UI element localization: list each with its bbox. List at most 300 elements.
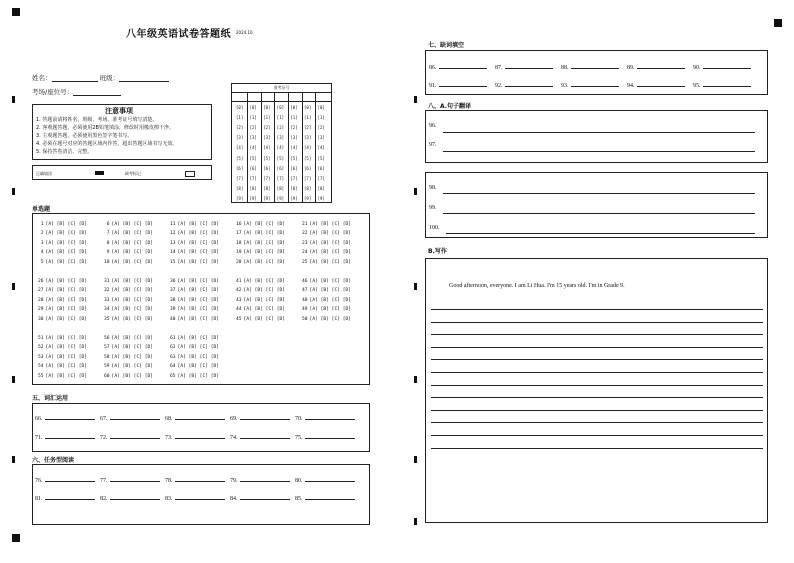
answer-line[interactable] xyxy=(175,475,225,482)
digit-bubble[interactable]: [3] xyxy=(290,135,298,141)
option-bubbles[interactable]: [A] [B] [C] [D] xyxy=(309,259,352,265)
digit-bubble[interactable]: [1] xyxy=(263,115,271,121)
option-bubbles[interactable]: [A] [B] [C] [D] xyxy=(309,297,352,303)
answer-line[interactable] xyxy=(240,413,290,420)
mc-question-row[interactable] xyxy=(104,353,153,362)
answer-line[interactable] xyxy=(110,493,160,500)
grid-divider xyxy=(261,92,262,203)
writing-line[interactable] xyxy=(431,385,763,386)
fill-blank-item[interactable] xyxy=(495,62,553,71)
digit-bubble[interactable]: [6] xyxy=(249,165,257,171)
digit-bubble[interactable]: [4] xyxy=(263,145,271,151)
fill-blank-item[interactable] xyxy=(295,493,355,502)
option-bubbles[interactable]: [A] [B] [C] [D] xyxy=(243,288,286,294)
mc-question-row[interactable] xyxy=(170,277,219,286)
digit-bubble[interactable]: [7] xyxy=(317,175,325,181)
mc-question-row[interactable] xyxy=(236,296,285,305)
digit-bubble[interactable]: [4] xyxy=(290,145,298,151)
option-bubbles[interactable]: [A] [B] [C] [D] xyxy=(309,222,352,227)
option-bubbles[interactable]: [A] [B] [C] [D] xyxy=(111,354,154,360)
option-bubbles[interactable]: [A] [B] [C] [D] xyxy=(45,364,88,370)
digit-bubble[interactable]: [0] xyxy=(304,105,312,110)
mc-question-row[interactable] xyxy=(104,248,153,257)
mc-question-row[interactable] xyxy=(38,239,87,248)
question-number: 73. xyxy=(165,435,173,441)
answer-line[interactable] xyxy=(110,475,160,482)
option-bubbles[interactable]: [A] [B] [C] [D] xyxy=(45,316,88,322)
option-bubbles[interactable]: [A] [B] [C] [D] xyxy=(177,354,220,360)
answer-line[interactable] xyxy=(240,475,290,482)
mc-question-row[interactable] xyxy=(38,220,87,229)
digit-bubble[interactable]: [4] xyxy=(304,145,312,151)
option-bubbles[interactable]: [A] [B] [C] [D] xyxy=(45,307,88,313)
option-bubbles[interactable]: [A] [B] [C] [D] xyxy=(45,259,88,265)
answer-line[interactable] xyxy=(443,193,755,194)
mc-question-row[interactable] xyxy=(104,239,153,248)
answer-line[interactable] xyxy=(443,132,755,133)
option-bubbles[interactable]: [A] [B] [C] [D] xyxy=(243,231,286,237)
digit-bubble[interactable]: [8] xyxy=(236,185,244,191)
fill-blank-item[interactable] xyxy=(165,413,225,422)
digit-bubble[interactable]: [7] xyxy=(304,175,312,181)
mc-question-row[interactable] xyxy=(104,334,153,343)
answer-line[interactable] xyxy=(45,432,95,439)
digit-bubble[interactable]: [3] xyxy=(236,135,244,141)
digit-bubble[interactable]: [0] xyxy=(236,105,244,110)
mc-question-row[interactable] xyxy=(236,220,285,229)
option-bubbles[interactable]: [A] [B] [C] [D] xyxy=(111,307,154,313)
digit-bubble[interactable]: [9] xyxy=(236,195,244,201)
digit-bubble[interactable]: [0] xyxy=(249,105,257,110)
digit-bubble[interactable]: [9] xyxy=(249,195,257,201)
option-bubbles[interactable]: [A] [B] [C] [D] xyxy=(309,231,352,237)
option-bubbles[interactable]: [A] [B] [C] [D] xyxy=(177,259,220,265)
answer-line[interactable] xyxy=(45,493,95,500)
fill-blank-item[interactable] xyxy=(230,432,290,441)
translation-item[interactable] xyxy=(429,123,437,129)
option-bubbles[interactable]: [A] [B] [C] [D] xyxy=(111,364,154,370)
mc-question-row[interactable] xyxy=(302,305,351,314)
digit-bubble[interactable]: [4] xyxy=(276,145,285,151)
writing-line[interactable] xyxy=(431,322,763,323)
option-bubbles[interactable]: [A] [B] [C] [D] xyxy=(309,307,352,313)
fill-blank-item[interactable] xyxy=(627,80,685,89)
option-bubbles[interactable]: [A] [B] [C] [D] xyxy=(177,316,220,322)
fill-blank-item[interactable] xyxy=(295,432,355,441)
question-number: 74. xyxy=(230,435,238,441)
digit-bubble[interactable]: [2] xyxy=(290,125,298,131)
digit-bubble[interactable]: [3] xyxy=(317,135,325,141)
mc-question-row[interactable] xyxy=(170,334,219,343)
digit-bubble[interactable]: [8] xyxy=(290,185,298,191)
answer-line[interactable] xyxy=(443,213,755,214)
option-bubbles[interactable]: [A] [B] [C] [D] xyxy=(111,336,154,341)
name-field[interactable] xyxy=(32,73,169,82)
mc-question-row[interactable] xyxy=(104,229,153,238)
answer-line[interactable] xyxy=(703,62,751,69)
digit-bubble[interactable]: [6] xyxy=(276,165,285,171)
answer-line[interactable] xyxy=(110,413,160,420)
option-bubbles[interactable]: [A] [B] [C] [D] xyxy=(243,259,286,265)
option-bubbles[interactable]: [A] [B] [C] [D] xyxy=(45,222,88,227)
fill-blank-item[interactable] xyxy=(100,475,160,484)
fill-blank-item[interactable] xyxy=(165,475,225,484)
option-bubbles[interactable]: [A] [B] [C] [D] xyxy=(177,288,220,294)
option-bubbles[interactable]: [A] [B] [C] [D] xyxy=(111,316,154,322)
mc-question-row[interactable] xyxy=(38,372,87,381)
answer-line[interactable] xyxy=(305,475,355,482)
mc-question-row[interactable] xyxy=(170,286,219,295)
digit-bubble[interactable]: [9] xyxy=(290,195,298,201)
writing-line[interactable] xyxy=(431,309,763,310)
mc-question-row[interactable] xyxy=(170,353,219,362)
digit-bubble[interactable]: [4] xyxy=(249,145,257,151)
mc-question-row[interactable] xyxy=(38,277,87,286)
digit-bubble[interactable]: [4] xyxy=(317,145,325,151)
fill-blank-item[interactable] xyxy=(100,493,160,502)
digit-bubble[interactable]: [8] xyxy=(276,185,285,191)
answer-line[interactable] xyxy=(110,432,160,439)
fill-blank-item[interactable] xyxy=(230,475,290,484)
option-bubbles[interactable]: [A] [B] [C] [D] xyxy=(45,354,88,360)
mc-question-row[interactable] xyxy=(38,353,87,362)
mc-question-row[interactable] xyxy=(38,343,87,352)
option-bubbles[interactable]: [A] [B] [C] [D] xyxy=(45,250,88,256)
digit-bubble[interactable]: [5] xyxy=(290,155,298,161)
digit-bubble[interactable]: [1] xyxy=(276,115,285,121)
writing-line[interactable] xyxy=(431,347,763,348)
answer-line[interactable] xyxy=(439,80,487,87)
mc-question-row[interactable] xyxy=(170,372,219,381)
option-bubbles[interactable]: [A] [B] [C] [D] xyxy=(243,316,286,322)
option-bubbles[interactable]: [A] [B] [C] [D] xyxy=(111,250,154,256)
mc-question-row[interactable] xyxy=(236,286,285,295)
writing-line[interactable] xyxy=(431,397,763,398)
grid-divider xyxy=(315,92,316,203)
mc-question-row[interactable] xyxy=(104,343,153,352)
question-number: 63 xyxy=(170,354,176,360)
mc-question-row[interactable] xyxy=(104,296,153,305)
digit-bubble[interactable]: [0] xyxy=(263,105,271,110)
option-bubbles[interactable]: [A] [B] [C] [D] xyxy=(111,345,154,351)
digit-bubble[interactable]: [5] xyxy=(304,155,312,161)
digit-bubble[interactable]: [8] xyxy=(317,185,325,191)
answer-line[interactable] xyxy=(175,493,225,500)
answer-line[interactable] xyxy=(305,413,355,420)
answer-line[interactable] xyxy=(439,62,487,69)
mc-question-row[interactable] xyxy=(302,286,351,295)
mc-question-row[interactable] xyxy=(236,305,285,314)
digit-bubble[interactable]: [3] xyxy=(304,135,312,141)
option-bubbles[interactable]: [A] [B] [C] [D] xyxy=(111,222,154,227)
mc-answer-box xyxy=(32,213,370,385)
mc-question-row[interactable] xyxy=(170,220,219,229)
digit-bubble[interactable]: [9] xyxy=(317,195,325,201)
option-bubbles[interactable]: [A] [B] [C] [D] xyxy=(45,345,88,351)
translation-item[interactable] xyxy=(429,185,437,191)
fill-blank-item[interactable] xyxy=(429,62,487,71)
fill-blank-item[interactable] xyxy=(165,493,225,502)
option-bubbles[interactable]: [A] [B] [C] [D] xyxy=(177,336,220,341)
answer-line[interactable] xyxy=(45,475,95,482)
mc-question-row[interactable] xyxy=(236,248,285,257)
option-bubbles[interactable]: [A] [B] [C] [D] xyxy=(309,316,352,322)
writing-line[interactable] xyxy=(431,372,763,373)
mc-question-row[interactable] xyxy=(170,362,219,371)
mc-question-row[interactable] xyxy=(170,296,219,305)
mc-question-row[interactable] xyxy=(38,362,87,371)
mc-question-row[interactable] xyxy=(170,315,219,324)
mc-question-row[interactable] xyxy=(236,258,285,267)
question-number: 92. xyxy=(495,83,503,89)
option-bubbles[interactable]: [A] [B] [C] [D] xyxy=(309,240,352,246)
option-bubbles[interactable]: [A] [B] [C] [D] xyxy=(243,240,286,246)
option-bubbles[interactable]: [A] [B] [C] [D] xyxy=(177,364,220,370)
writing-line[interactable] xyxy=(431,422,763,423)
fill-blank-item[interactable] xyxy=(165,432,225,441)
option-bubbles[interactable]: [A] [B] [C] [D] xyxy=(45,336,88,341)
mc-question-row[interactable] xyxy=(38,315,87,324)
translation-item[interactable] xyxy=(429,225,440,231)
digit-bubble[interactable]: [7] xyxy=(249,175,257,181)
option-bubbles[interactable]: [A] [B] [C] [D] xyxy=(177,373,220,379)
option-bubbles[interactable]: [A] [B] [C] [D] xyxy=(177,250,220,256)
digit-bubble[interactable]: [3] xyxy=(276,135,285,141)
digit-bubble[interactable]: [0] xyxy=(290,105,298,110)
mc-question-row[interactable] xyxy=(170,305,219,314)
option-bubbles[interactable]: [A] [B] [C] [D] xyxy=(177,345,220,351)
mc-question-row[interactable] xyxy=(104,286,153,295)
digit-bubble[interactable]: [8] xyxy=(249,185,257,191)
writing-line[interactable] xyxy=(431,435,763,436)
option-bubbles[interactable]: [A] [B] [C] [D] xyxy=(45,297,88,303)
answer-line[interactable] xyxy=(175,432,225,439)
fill-blank-item[interactable] xyxy=(230,493,290,502)
mc-question-row[interactable] xyxy=(302,315,351,324)
mc-question-row[interactable] xyxy=(104,258,153,267)
fill-blank-item[interactable] xyxy=(495,80,553,89)
mc-question-row[interactable] xyxy=(236,239,285,248)
fill-blank-item[interactable] xyxy=(295,413,355,422)
digit-bubble[interactable]: [0] xyxy=(317,105,325,110)
answer-line[interactable] xyxy=(637,80,685,87)
fill-blank-item[interactable] xyxy=(230,413,290,422)
option-bubbles[interactable]: [A] [B] [C] [D] xyxy=(45,231,88,237)
answer-line[interactable] xyxy=(305,432,355,439)
answer-line[interactable] xyxy=(175,413,225,420)
mc-question-row[interactable] xyxy=(38,258,87,267)
digit-bubble[interactable]: [5] xyxy=(249,155,257,161)
digit-bubble[interactable]: [1] xyxy=(304,115,312,121)
option-bubbles[interactable]: [A] [B] [C] [D] xyxy=(309,288,352,294)
answer-line[interactable] xyxy=(240,493,290,500)
answer-line[interactable] xyxy=(446,233,755,234)
option-bubbles[interactable]: [A] [B] [C] [D] xyxy=(45,279,88,284)
question-number: 21 xyxy=(302,222,308,227)
mc-question-row[interactable] xyxy=(38,229,87,238)
mc-question-row[interactable] xyxy=(302,229,351,238)
mc-question-row[interactable] xyxy=(170,343,219,352)
fill-blank-item[interactable] xyxy=(35,432,95,441)
translation-item[interactable] xyxy=(429,142,437,148)
answer-line[interactable] xyxy=(305,493,355,500)
mc-question-row[interactable] xyxy=(302,220,351,229)
option-bubbles[interactable]: [A] [B] [C] [D] xyxy=(111,240,154,246)
mc-question-row[interactable] xyxy=(38,248,87,257)
answer-line[interactable] xyxy=(703,80,751,87)
option-bubbles[interactable]: [A] [B] [C] [D] xyxy=(243,222,286,227)
option-bubbles[interactable]: [A] [B] [C] [D] xyxy=(177,240,220,246)
answer-line[interactable] xyxy=(505,62,553,69)
digit-bubble[interactable]: [9] xyxy=(304,195,312,201)
option-bubbles[interactable]: [A] [B] [C] [D] xyxy=(45,373,88,379)
mc-question-row[interactable] xyxy=(104,362,153,371)
mc-question-row[interactable] xyxy=(170,239,219,248)
mc-question-row[interactable] xyxy=(104,220,153,229)
fill-blank-item[interactable] xyxy=(100,432,160,441)
answer-line[interactable] xyxy=(505,80,553,87)
mc-question-row[interactable] xyxy=(38,296,87,305)
digit-bubble[interactable]: [2] xyxy=(263,125,271,131)
option-bubbles[interactable]: [A] [B] [C] [D] xyxy=(177,297,220,303)
option-bubbles[interactable]: [A] [B] [C] [D] xyxy=(111,231,154,237)
digit-bubble[interactable]: [9] xyxy=(276,195,285,201)
digit-bubble[interactable]: [9] xyxy=(263,195,271,201)
mc-question-row[interactable] xyxy=(236,315,285,324)
digit-bubble[interactable]: [6] xyxy=(317,165,325,171)
question-number: 39 xyxy=(170,307,176,313)
mc-question-row[interactable] xyxy=(302,277,351,286)
fill-blank-item[interactable] xyxy=(100,413,160,422)
digit-bubble[interactable]: [1] xyxy=(236,115,244,121)
exam-room-field[interactable] xyxy=(32,87,121,96)
writing-line[interactable] xyxy=(431,359,763,360)
mc-question-row[interactable] xyxy=(236,229,285,238)
mc-question-row[interactable] xyxy=(302,239,351,248)
digit-bubble[interactable]: [7] xyxy=(276,175,285,181)
mc-question-row[interactable] xyxy=(170,229,219,238)
digit-bubble[interactable]: [2] xyxy=(236,125,244,131)
digit-bubble[interactable]: [0] xyxy=(276,105,285,110)
answer-line[interactable] xyxy=(571,62,619,69)
fill-blank-item[interactable] xyxy=(561,62,619,71)
digit-bubble[interactable]: [5] xyxy=(317,155,325,161)
mc-question-row[interactable] xyxy=(104,372,153,381)
option-bubbles[interactable]: [A] [B] [C] [D] xyxy=(243,307,286,313)
question-number: 53 xyxy=(38,354,44,360)
option-bubbles[interactable]: [A] [B] [C] [D] xyxy=(111,279,154,284)
fill-blank-item[interactable] xyxy=(561,80,619,89)
digit-bubble[interactable]: [4] xyxy=(236,145,244,151)
fill-blank-item[interactable] xyxy=(429,80,487,89)
question-number: 16 xyxy=(236,222,242,227)
digit-bubble[interactable]: [5] xyxy=(236,155,244,161)
digit-bubble[interactable]: [7] xyxy=(290,175,298,181)
answer-line[interactable] xyxy=(637,62,685,69)
option-bubbles[interactable]: [A] [B] [C] [D] xyxy=(177,231,220,237)
writing-line[interactable] xyxy=(431,448,763,449)
mc-question-row[interactable] xyxy=(302,258,351,267)
fill-blank-item[interactable] xyxy=(693,62,751,71)
option-bubbles[interactable]: [A] [B] [C] [D] xyxy=(177,222,220,227)
mc-question-row[interactable] xyxy=(104,315,153,324)
mc-question-row[interactable] xyxy=(38,334,87,343)
mc-question-row[interactable] xyxy=(38,305,87,314)
digit-bubble[interactable]: [6] xyxy=(290,165,298,171)
option-bubbles[interactable]: [A] [B] [C] [D] xyxy=(177,307,220,313)
fill-blank-item[interactable] xyxy=(35,493,95,502)
digit-bubble[interactable]: [2] xyxy=(276,125,285,131)
option-bubbles[interactable]: [A] [B] [C] [D] xyxy=(111,259,154,265)
absent-checkbox[interactable] xyxy=(185,171,195,177)
option-bubbles[interactable]: [A] [B] [C] [D] xyxy=(243,250,286,256)
digit-bubble[interactable]: [3] xyxy=(263,135,271,141)
mc-question-row[interactable] xyxy=(104,277,153,286)
answer-line[interactable] xyxy=(443,151,755,152)
option-bubbles[interactable]: [A] [B] [C] [D] xyxy=(45,240,88,246)
writing-line[interactable] xyxy=(431,334,763,335)
fill-blank-item[interactable] xyxy=(295,475,355,484)
mc-question-row[interactable] xyxy=(302,248,351,257)
digit-bubble[interactable]: [6] xyxy=(236,165,244,171)
translation-item[interactable] xyxy=(429,205,437,211)
option-bubbles[interactable]: [A] [B] [C] [D] xyxy=(111,288,154,294)
writing-line[interactable] xyxy=(431,410,763,411)
answer-line[interactable] xyxy=(240,432,290,439)
digit-bubble[interactable]: [7] xyxy=(236,175,244,181)
mc-question-row[interactable] xyxy=(104,305,153,314)
digit-bubble[interactable]: [7] xyxy=(263,175,271,181)
digit-bubble[interactable]: [2] xyxy=(317,125,325,131)
timing-mark xyxy=(12,376,15,383)
fill-blank-item[interactable] xyxy=(35,475,95,484)
digit-bubble[interactable]: [1] xyxy=(249,115,257,121)
mc-question-row[interactable] xyxy=(38,286,87,295)
digit-bubble[interactable]: [2] xyxy=(304,125,312,131)
digit-bubble[interactable]: [8] xyxy=(304,185,312,191)
digit-bubble[interactable]: [6] xyxy=(263,165,271,171)
digit-bubble[interactable]: [5] xyxy=(276,155,285,161)
option-bubbles[interactable]: [A] [B] [C] [D] xyxy=(243,297,286,303)
mc-question-row[interactable] xyxy=(236,277,285,286)
digit-bubble[interactable]: [1] xyxy=(290,115,298,121)
fill-blank-item[interactable] xyxy=(693,80,751,89)
digit-bubble[interactable]: [1] xyxy=(317,115,325,121)
notice-item: 5. 保持答卷清洁、完整。 xyxy=(36,149,93,155)
question-number: 65 xyxy=(170,373,176,379)
option-bubbles[interactable]: [A] [B] [C] [D] xyxy=(177,279,220,284)
digit-bubble[interactable]: [6] xyxy=(304,165,312,171)
option-bubbles[interactable]: [A] [B] [C] [D] xyxy=(243,279,286,284)
mc-question-row[interactable] xyxy=(170,258,219,267)
digit-bubble[interactable]: [5] xyxy=(263,155,271,161)
digit-bubble[interactable]: [3] xyxy=(249,135,257,141)
fill-blank-item[interactable] xyxy=(627,62,685,71)
fill-blank-item[interactable] xyxy=(35,413,95,422)
mc-question-row[interactable] xyxy=(170,248,219,257)
mc-question-row[interactable] xyxy=(302,296,351,305)
answer-line[interactable] xyxy=(45,413,95,420)
digit-bubble[interactable]: [8] xyxy=(263,185,271,191)
option-bubbles[interactable]: [A] [B] [C] [D] xyxy=(111,297,154,303)
digit-bubble[interactable]: [2] xyxy=(249,125,257,131)
option-bubbles[interactable]: [A] [B] [C] [D] xyxy=(45,288,88,294)
writing-section-title: B.写作 xyxy=(428,248,447,255)
answer-line[interactable] xyxy=(571,80,619,87)
option-bubbles[interactable]: [A] [B] [C] [D] xyxy=(309,250,352,256)
option-bubbles[interactable]: [A] [B] [C] [D] xyxy=(111,373,154,379)
option-bubbles[interactable]: [A] [B] [C] [D] xyxy=(309,279,352,284)
